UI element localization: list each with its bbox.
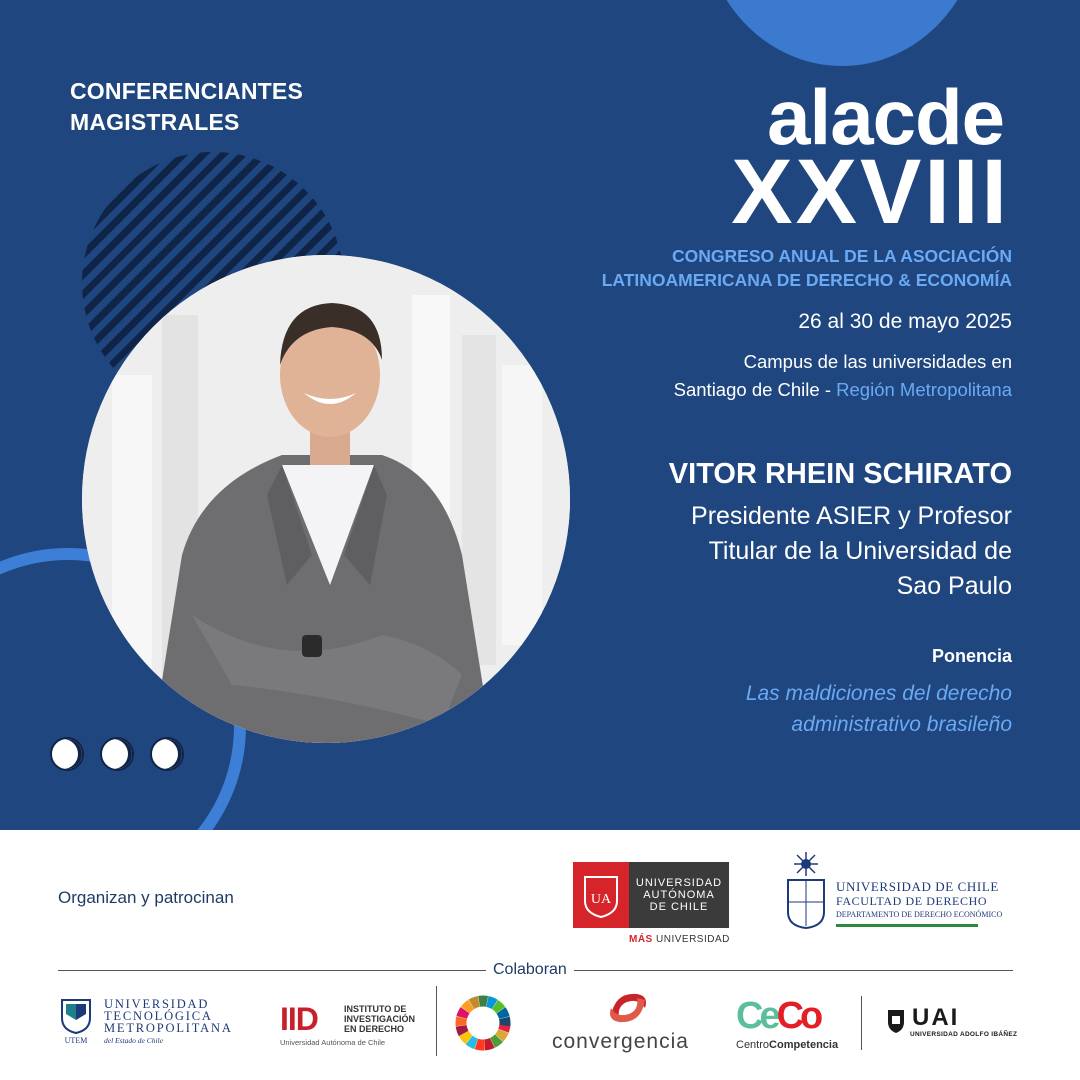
ua-tagline (629, 934, 730, 945)
slide-dot-icon (100, 737, 134, 771)
event-brand: alacde (767, 73, 1004, 161)
logo-iid (280, 1002, 430, 1048)
congress-line1: CONGRESO ANUAL DE LA ASOCIACIÓN (672, 246, 1012, 266)
iid-line1: INSTITUTO DE (344, 1004, 407, 1014)
uchile-line2: FACULTAD DE DERECHO (836, 894, 988, 908)
uchile-underline (836, 924, 978, 927)
ua-shield-icon (573, 862, 629, 928)
utem-subtitle: del Estado de Chile (104, 1036, 163, 1045)
logo-separator (861, 996, 862, 1050)
talk-title-line2: administrativo brasileño (791, 713, 1012, 736)
logo-separator (436, 986, 437, 1056)
iid-line2: INVESTIGACIÓN (344, 1014, 416, 1024)
venue-line1: Campus de las universidades en (743, 351, 1012, 372)
section-label-line1: CONFERENCIANTES (70, 78, 304, 104)
speaker-name: VITOR RHEIN SCHIRATO (668, 458, 1012, 490)
utem-line3: METROPOLITANA (104, 1021, 233, 1035)
iid-mark: IID (280, 1001, 318, 1037)
ua-line1: UNIVERSIDAD (635, 877, 723, 889)
slide-dot-icon (50, 737, 84, 771)
utem-abbr: UTEM (64, 1036, 88, 1045)
congress-name (492, 244, 1012, 292)
ceco-wordmark (736, 1039, 838, 1051)
speaker-role (592, 499, 1012, 604)
talk-label: Ponencia (931, 646, 1012, 666)
uchile-line3: DEPARTAMENTO DE DERECHO ECONÓMICO (836, 910, 1003, 919)
utem-line1: UNIVERSIDAD (104, 997, 210, 1011)
uai-mark: UAI (912, 1004, 960, 1031)
organizers-label: Organizan y patrocinan (58, 888, 234, 907)
iid-wordmark (344, 1004, 415, 1034)
slide-dots (50, 737, 184, 771)
utem-line2: TECNOLÓGICA (104, 1009, 213, 1023)
ceco-ce: Ce (736, 995, 777, 1037)
uchile-line1: UNIVERSIDAD DE CHILE (836, 879, 999, 894)
speaker-role-line1: Presidente ASIER y Profesor (691, 502, 1012, 530)
collaborators-label: Colaboran (486, 960, 574, 980)
venue-region: Región Metropolitana (836, 379, 1012, 400)
ua-tag-main: MÁS (629, 934, 653, 945)
utem-wordmark (104, 998, 233, 1034)
ceco-text-a: Centro (736, 1039, 770, 1051)
speaker-photo (82, 255, 570, 743)
section-label (70, 76, 303, 138)
venue-city: Santiago de Chile - (673, 379, 837, 400)
ceco-co: Co (776, 995, 820, 1037)
section-label-line2: MAGISTRALES (70, 109, 240, 135)
sdg-wheel-icon (454, 994, 512, 1052)
convergencia-swirl-icon (605, 986, 651, 1028)
ua-monogram: UA (590, 892, 612, 907)
talk-title (592, 678, 1012, 740)
ua-line2: AUTÓNOMA (643, 889, 715, 901)
ua-tag-rest: UNIVERSIDAD (652, 934, 730, 945)
event-venue (532, 348, 1012, 404)
ceco-logo (736, 996, 819, 1036)
iid-subtitle: Universidad Autónoma de Chile (280, 1038, 386, 1047)
logo-universidad-autonoma (573, 862, 729, 928)
slide-dot-icon (150, 737, 184, 771)
event-edition: XXVIII (731, 141, 1010, 243)
uai-crest-icon (886, 1008, 906, 1034)
speaker-role-line3: Sao Paulo (896, 572, 1012, 600)
utem-shield-icon (60, 998, 92, 1034)
convergencia-wordmark: convergencia (552, 1030, 689, 1053)
ceco-text-b: Competencia (769, 1039, 839, 1051)
venue-line2 (532, 376, 1012, 404)
decorative-circle-top (702, 0, 982, 66)
logo-universidad-de-chile (836, 879, 1008, 927)
event-dates: 26 al 30 de mayo 2025 (798, 310, 1012, 333)
congress-line2: LATINOAMERICANA DE DERECHO & ECONOMÍA (601, 270, 1012, 290)
iid-line3: EN DERECHO (344, 1024, 405, 1034)
uai-subtitle: UNIVERSIDAD ADOLFO IBÁÑEZ (910, 1031, 1018, 1038)
speaker-role-line2: Titular de la Universidad de (708, 537, 1012, 565)
university-crest-icon (784, 850, 828, 930)
talk-title-line1: Las maldiciones del derecho (745, 682, 1012, 705)
logo-utem (60, 998, 250, 1046)
ua-wordmark (629, 862, 729, 928)
ua-line3: DE CHILE (649, 901, 709, 913)
